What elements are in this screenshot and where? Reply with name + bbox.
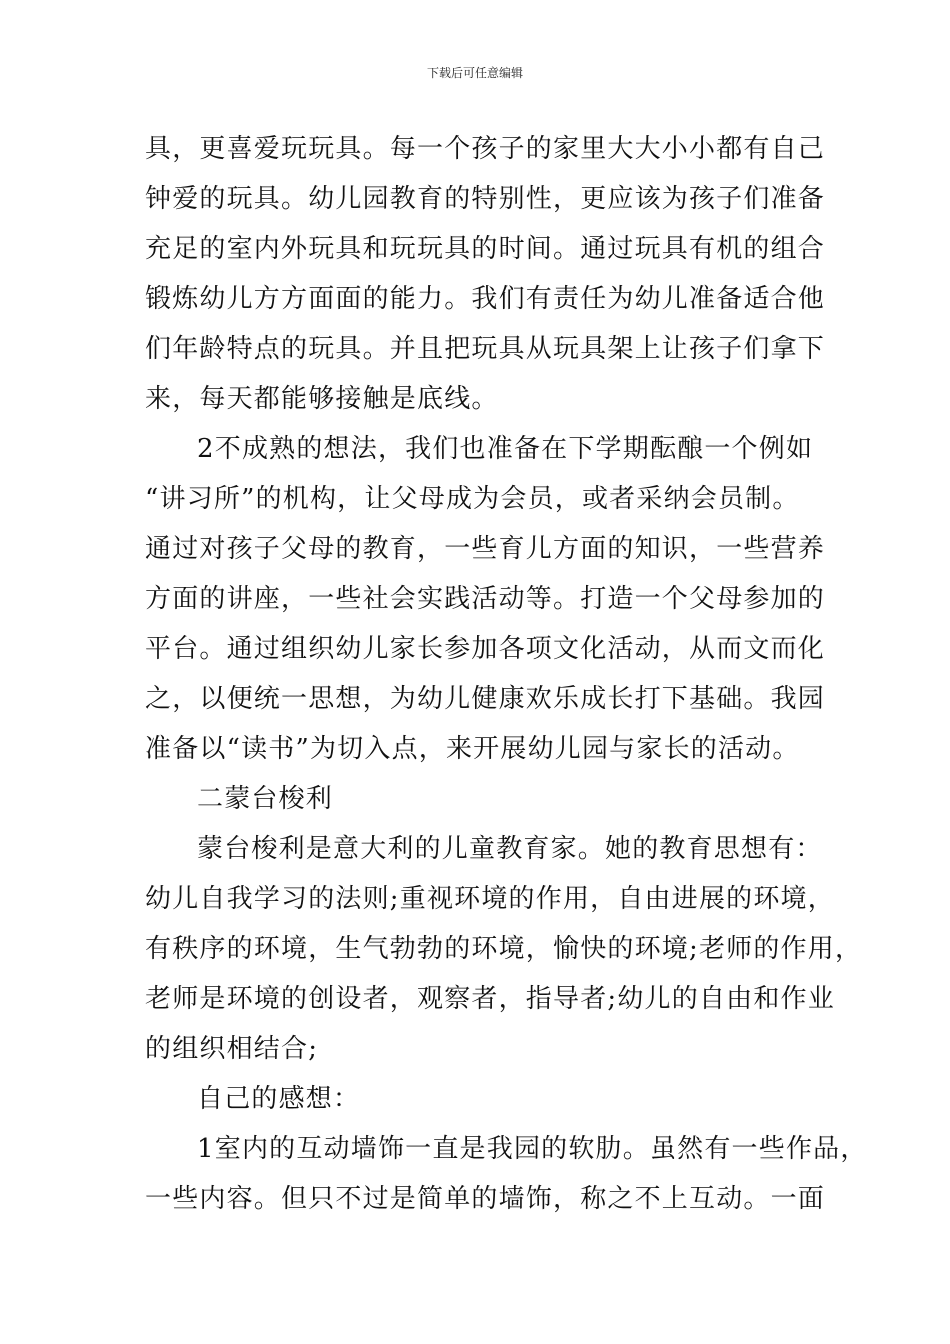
text-line: 幼儿自我学习的法则;重视环境的作用，自由进展的环境， — [145, 884, 835, 914]
text-line: “讲习所”的机构，让父母成为会员，或者采纳会员制。 — [145, 484, 800, 514]
text-line: 之，以便统一思想，为幼儿健康欢乐成长打下基础。我园 — [145, 684, 826, 714]
text-line: 锻炼幼儿方方面面的能力。我们有责任为幼儿准备适合他 — [145, 284, 826, 314]
section-heading: 二蒙台梭利 — [197, 784, 334, 814]
text-line: 1室内的互动墙饰一直是我园的软肋。虽然有一些作品， — [197, 1134, 868, 1164]
text-line: 方面的讲座，一些社会实践活动等。打造一个父母参加的 — [145, 584, 826, 614]
text-line: 平台。通过组织幼儿家长参加各项文化活动，从而文而化 — [145, 634, 826, 664]
text-line: 一些内容。但只不过是简单的墙饰，称之不上互动。一面 — [145, 1184, 826, 1214]
text-line: 蒙台梭利是意大利的儿童教育家。她的教育思想有： — [197, 834, 823, 864]
page-header: 下载后可任意编辑 — [426, 66, 523, 80]
text-line: 们年龄特点的玩具。并且把玩具从玩具架上让孩子们拿下 — [145, 334, 826, 364]
text-line: 具，更喜爱玩玩具。每一个孩子的家里大大小小都有自己 — [145, 134, 826, 164]
text-line: 有秩序的环境，生气勃勃的环境，愉快的环境;老师的作用， — [145, 934, 863, 964]
text-line: 来，每天都能够接触是底线。 — [145, 384, 499, 414]
text-line: 2不成熟的想法，我们也准备在下学期酝酿一个例如 — [197, 434, 814, 464]
document-body — [145, 124, 868, 1224]
text-line: 通过对孩子父母的教育，一些育儿方面的知识，一些营养 — [145, 534, 826, 564]
text-line: 准备以“读书”为切入点，来开展幼儿园与家长的活动。 — [145, 734, 800, 764]
text-line: 的组织相结合; — [145, 1034, 319, 1064]
text-line: 充足的室内外玩具和玩玩具的时间。通过玩具有机的组合 — [145, 234, 826, 264]
text-line: 钟爱的玩具。幼儿园教育的特别性，更应该为孩子们准备 — [145, 184, 826, 214]
text-line: 老师是环境的创设者，观察者，指导者;幼儿的自由和作业 — [145, 984, 835, 1014]
text-line: 自己的感想： — [197, 1084, 361, 1114]
